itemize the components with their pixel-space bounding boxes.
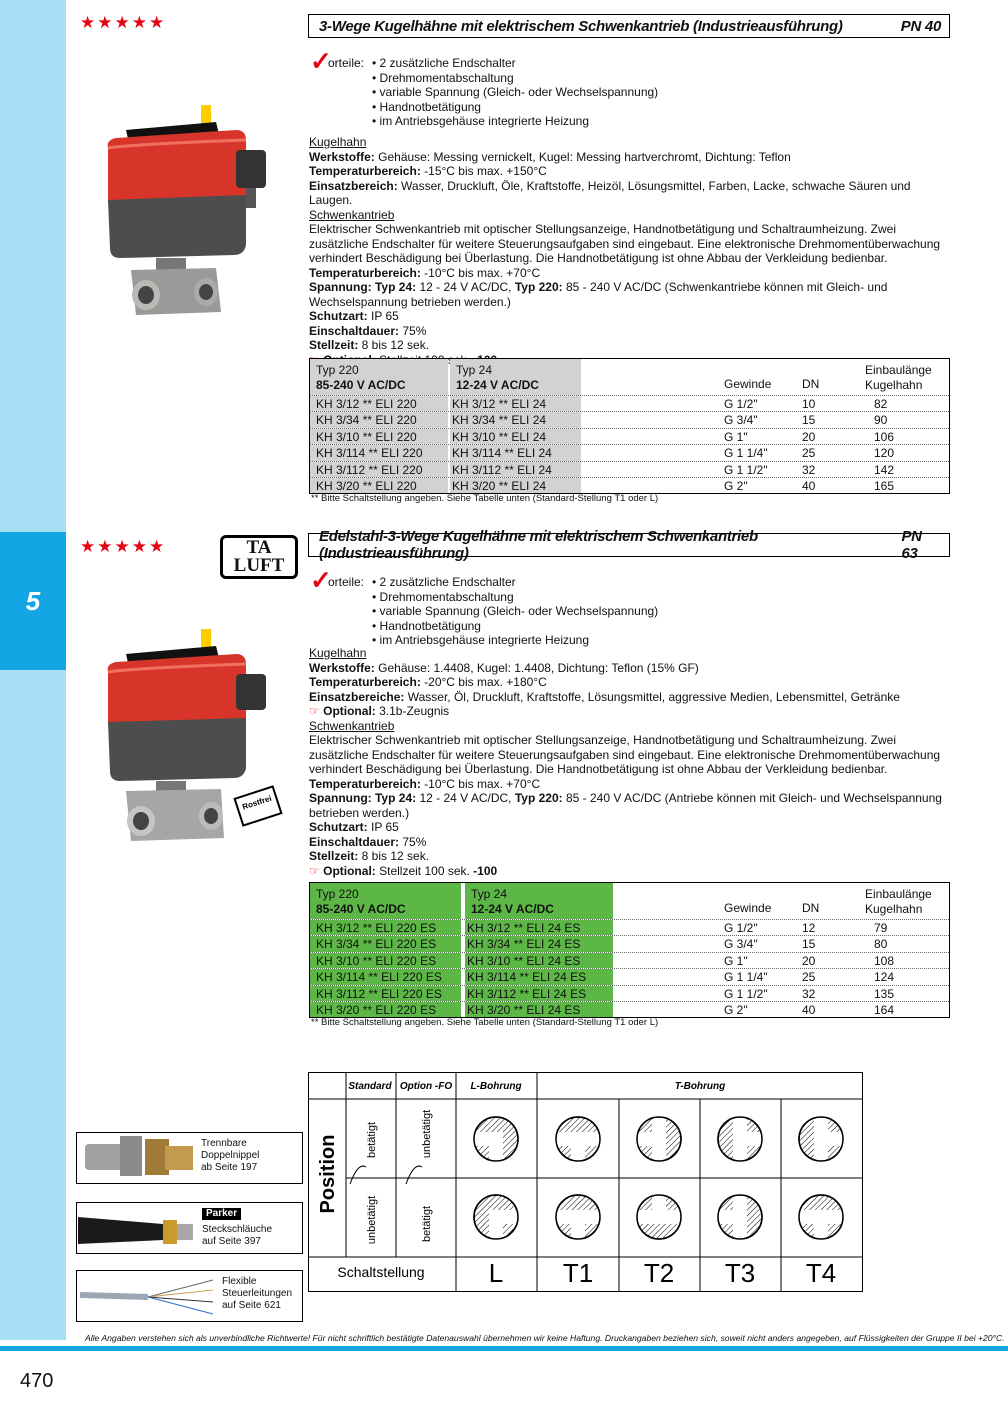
einschalt-label: Einschaltdauer:	[309, 323, 400, 338]
spannung-label: Spannung: Typ 24:	[309, 280, 417, 294]
advantage-item: • 2 zusätzliche Endschalter	[372, 56, 658, 71]
cell-einbaulaenge: 108	[874, 953, 895, 968]
schwenkantrieb-text: Elektrischer Schwenkantrieb mit optischer Stellungsanzeige, Handnotbetätigung und Schaltraumheizung. Zwei zusätzliche Endschalter für weitere Steuerungsaufgaben sind eingebaut. Eine elektronische Drehmomentüberwachung verhindert Beschädigung bei Überlastung. Die Handnotbetätigung ist ohne Abbau der Verkleidung bedienbar.	[309, 733, 941, 776]
cell-dn: 15	[802, 413, 816, 428]
stell-value: 8 bis 12 sek.	[358, 338, 430, 352]
ref-line: auf Seite 397	[202, 1236, 261, 1247]
ref-steckschlaeuche[interactable]	[76, 1202, 303, 1254]
temp-label: Temperaturbereich:	[309, 675, 421, 689]
cell-type220: KH 3/114 ** ELI 220 ES	[316, 970, 442, 985]
t-bohrung-header: T-Bohrung	[674, 1081, 726, 1092]
schwenkantrieb-heading: Schwenkantrieb	[309, 718, 395, 733]
schwenkantrieb-text: Elektrischer Schwenkantrieb mit optischer Stellungsanzeige, Handnotbetätigung und Schaltraumheizung. Zwei zusätzliche Endschalter für weitere Steuerungsaufgaben sind eingebaut. Eine elektronische Drehmomentüberwachung verhindert Beschädigung bei Überlastung. Die Handnotbetätigung ist ohne Abbau der Verkleidung bedienbar.	[309, 222, 941, 265]
spannung-24: 12 - 24 V AC/DC,	[416, 791, 515, 805]
cell-type220: KH 3/10 ** ELI 220 ES	[316, 953, 437, 968]
hose-image	[78, 1202, 198, 1252]
ref-steuerleitungen[interactable]	[76, 1270, 303, 1322]
advantage-item: • Handnotbetätigung	[372, 100, 658, 115]
section2-description	[309, 646, 949, 878]
cell-type220: KH 3/34 ** ELI 220	[316, 413, 417, 428]
einschalt-value: 75%	[399, 323, 427, 338]
spannung-220: 85 - 240 V AC/DC (Antriebe können mit Gleich- und Wechselspannung betrieben werden.)	[309, 791, 942, 820]
section1-title-box	[308, 14, 950, 38]
temp-label: Temperaturbereich:	[309, 164, 421, 178]
cell-einbaulaenge: 135	[874, 986, 895, 1001]
cell-type220: KH 3/114 ** ELI 220	[316, 446, 423, 461]
section1-note: ** Bitte Schaltstellung angeben. Siehe Tabelle unten (Standard-Stellung T1 oder L)	[311, 493, 659, 504]
section2-note: ** Bitte Schaltstellung angeben. Siehe Tabelle unten (Standard-Stellung T1 oder L)	[311, 1017, 659, 1028]
schutz-label: Schutzart:	[309, 309, 368, 323]
cell-gewinde: G 1 1/4"	[724, 970, 768, 985]
kugelhahn-heading: Kugelhahn	[309, 646, 367, 660]
cell-einbaulaenge: 80	[874, 937, 888, 952]
col-gewinde: Gewinde	[724, 901, 772, 915]
cell-gewinde: G 2"	[724, 1002, 748, 1017]
cell-einbaulaenge: 120	[874, 446, 895, 461]
table-row	[310, 919, 949, 935]
optional-value: 3.1b-Zeugnis	[375, 704, 450, 718]
cell-gewinde: G 1/2"	[724, 397, 758, 411]
advantages-label: orteile:	[328, 56, 365, 70]
advantage-item: • variable Spannung (Gleich- oder Wechselspannung)	[372, 604, 658, 619]
nipple-image	[80, 1124, 200, 1184]
cell-einbaulaenge: 82	[874, 397, 888, 411]
col-dn: DN	[802, 377, 820, 391]
advantage-item: • 2 zusätzliche Endschalter	[372, 575, 658, 590]
einsatz-value: Wasser, Öl, Druckluft, Kraftstoffe, Lösungsmittel, aggressive Medien, Lebensmittel, Getränke	[404, 689, 900, 704]
check-icon: ✓	[310, 46, 332, 76]
product-image-actuator-brass	[96, 100, 276, 325]
ref-line: Flexible	[222, 1276, 257, 1287]
cell-einbaulaenge: 142	[874, 462, 895, 477]
table-row	[310, 968, 949, 984]
col-typ24: Typ 24 12-24 V AC/DC	[465, 883, 613, 919]
table-row	[310, 444, 949, 460]
cell-type24: KH 3/20 ** ELI 24	[452, 478, 547, 493]
col-gewinde: Gewinde	[724, 377, 772, 391]
chapter-tab[interactable]: 5	[0, 532, 66, 670]
schaltstellung-label: Schaltstellung	[337, 1264, 425, 1280]
stell-value: 8 bis 12 sek.	[358, 849, 430, 863]
cell-gewinde: G 1"	[724, 953, 748, 968]
betaetigt-label: betätigt	[366, 1121, 378, 1159]
stell-label: Stellzeit:	[309, 338, 359, 352]
cell-einbaulaenge: 79	[874, 921, 888, 935]
cable-image	[78, 1270, 218, 1320]
spannung-220: 85 - 240 V AC/DC (Schwenkantriebe können mit Gleich- und Wechselspannung betrieben werden.)	[309, 280, 888, 309]
cell-type24: KH 3/114 ** ELI 24 ES	[467, 970, 587, 985]
pos-label-t4: T4	[805, 1258, 837, 1288]
cell-dn: 20	[802, 953, 816, 968]
einsatz-label: Einsatzbereich:	[309, 178, 398, 193]
werkstoffe-label: Werkstoffe:	[309, 149, 375, 164]
advantage-item: • im Antriebsgehäuse integrierte Heizung	[372, 633, 658, 648]
cell-type24: KH 3/12 ** ELI 24	[452, 397, 547, 411]
section2-product-table	[309, 882, 950, 1018]
rostfrei-stamp: Rostfrei	[241, 793, 273, 812]
cell-gewinde: G 1 1/2"	[724, 462, 768, 477]
page-number: 470	[20, 1370, 54, 1392]
pointing-hand-icon: ☞	[309, 863, 320, 878]
pos-label-t1: T1	[562, 1258, 594, 1288]
spannung-24: 12 - 24 V AC/DC,	[416, 280, 515, 294]
einsatz-label: Einsatzbereiche:	[309, 689, 405, 704]
ref-doppelnippel[interactable]	[76, 1132, 303, 1184]
section1-description	[309, 135, 949, 367]
advantage-item: • Drehmomentabschaltung	[372, 590, 658, 605]
schutz-value: IP 65	[367, 820, 399, 834]
ref-line: Steckschläuche	[202, 1224, 273, 1235]
temp-value: -15°C bis max. +150°C	[420, 164, 547, 178]
cell-type24: KH 3/112 ** ELI 24 ES	[467, 986, 587, 1001]
spannung-220-label: Typ 220:	[514, 791, 563, 805]
cell-type24: KH 3/10 ** ELI 24	[452, 429, 547, 444]
cell-dn: 32	[802, 986, 816, 1001]
schwenkantrieb-heading: Schwenkantrieb	[309, 207, 395, 222]
pos-label-l: L	[488, 1258, 504, 1288]
parker-logo: Parker	[202, 1208, 241, 1220]
temp2-value: -10°C bis max. +70°C	[420, 776, 541, 791]
cell-type220: KH 3/20 ** ELI 220	[316, 478, 417, 493]
cell-gewinde: G 1/2"	[724, 921, 758, 935]
disclaimer: Alle Angaben verstehen sich als unverbindliche Richtwerte! Für nicht schriftlich bestätigte Datenauswahl übernehmen wir keine Haftung. Druckangaben beziehen sich, soweit nicht anders angegeben, auf Flüssigkeiten der Gruppe II bei +20°C.	[85, 1333, 1005, 1343]
advantage-item: • variable Spannung (Gleich- oder Wechselspannung)	[372, 85, 658, 100]
ta-luft-badge: TA LUFT	[220, 535, 298, 579]
pointing-hand-icon: ☞	[309, 704, 320, 718]
betaetigt-label: betätigt	[421, 1205, 433, 1243]
cell-einbaulaenge: 124	[874, 970, 895, 985]
cell-type24: KH 3/10 ** ELI 24 ES	[467, 953, 581, 968]
table-row	[310, 952, 949, 968]
table-row	[310, 935, 949, 951]
table-row	[310, 428, 949, 444]
col-einbaulaenge: Einbaulänge Kugelhahn	[865, 363, 932, 392]
cell-dn: 25	[802, 446, 816, 461]
werkstoffe-label: Werkstoffe:	[309, 660, 375, 675]
cell-dn: 20	[802, 429, 816, 444]
einschalt-value: 75%	[399, 834, 427, 849]
cell-dn: 40	[802, 478, 816, 493]
spannung-220-label: Typ 220:	[514, 280, 563, 294]
product-image-actuator-stainless	[96, 626, 286, 846]
cell-type220: KH 3/12 ** ELI 220 ES	[316, 921, 437, 935]
temp-value: -20°C bis max. +180°C	[420, 675, 547, 689]
cell-type220: KH 3/112 ** ELI 220	[316, 462, 423, 477]
table-row	[310, 1001, 949, 1017]
advantages-label: orteile:	[328, 575, 365, 589]
optional-value: Stellzeit 100 sek.	[375, 863, 474, 878]
arrow-icon	[406, 1166, 422, 1184]
table-row	[310, 461, 949, 477]
unbetaetigt-label: unbetätigt	[421, 1109, 433, 1159]
einschalt-label: Einschaltdauer:	[309, 834, 400, 849]
cell-dn: 25	[802, 970, 816, 985]
cell-dn: 10	[802, 397, 816, 411]
cell-type24: KH 3/112 ** ELI 24	[452, 462, 552, 477]
section2-pn: PN 63	[901, 528, 922, 562]
cell-type24: KH 3/34 ** ELI 24 ES	[467, 937, 581, 952]
cell-type220: KH 3/20 ** ELI 220 ES	[316, 1002, 437, 1017]
chapter-sidebar	[0, 0, 66, 1340]
cell-gewinde: G 2"	[724, 478, 748, 493]
section1-product-table	[309, 358, 950, 494]
cell-gewinde: G 1"	[724, 429, 748, 444]
schutz-label: Schutzart:	[309, 820, 368, 834]
pos-label-t2: T2	[643, 1258, 675, 1288]
l-bohrung-header: L-Bohrung	[470, 1081, 522, 1092]
cell-einbaulaenge: 106	[874, 429, 895, 444]
pos-label-t3: T3	[724, 1258, 756, 1288]
cell-dn: 40	[802, 1002, 816, 1017]
check-icon: ✓	[310, 565, 332, 595]
temp2-label: Temperaturbereich:	[309, 265, 421, 280]
optional-code: -100	[473, 863, 498, 878]
advantage-item: • im Antriebsgehäuse integrierte Heizung	[372, 114, 658, 129]
rating-stars: ★★★★★	[80, 537, 167, 556]
cell-einbaulaenge: 165	[874, 478, 895, 493]
table-row	[310, 395, 949, 411]
einsatz-value: Wasser, Druckluft, Öle, Kraftstoffe, Heizöl, Lösungsmittel, Farben, Lacke, schwache Säuren und Laugen.	[309, 178, 911, 207]
ref-line: auf Seite 621	[222, 1300, 281, 1311]
cell-gewinde: G 1 1/2"	[724, 986, 768, 1001]
cell-einbaulaenge: 164	[874, 1002, 895, 1017]
ref-line: ab Seite 197	[201, 1162, 258, 1173]
option-header: Option -FO	[399, 1081, 453, 1092]
cell-gewinde: G 3/4"	[724, 413, 758, 428]
temp2-label: Temperaturbereich:	[309, 776, 421, 791]
spannung-label: Spannung: Typ 24:	[309, 791, 417, 805]
switch-position-table	[308, 1072, 863, 1292]
cell-type24: KH 3/20 ** ELI 24 ES	[467, 1002, 581, 1017]
werkstoffe-value: Gehäuse: Messing vernickelt, Kugel: Messing hartverchromt, Dichtung: Teflon	[374, 149, 791, 164]
cell-type220: KH 3/12 ** ELI 220	[316, 397, 417, 411]
cell-dn: 12	[802, 921, 816, 935]
cell-dn: 15	[802, 937, 816, 952]
cell-type24: KH 3/114 ** ELI 24	[452, 446, 552, 461]
advantage-item: • Drehmomentabschaltung	[372, 71, 658, 86]
col-typ220: Typ 220 85-240 V AC/DC	[310, 359, 448, 395]
werkstoffe-value: Gehäuse: 1.4408, Kugel: 1.4408, Dichtung: Teflon (15% GF)	[374, 660, 699, 675]
section2-title-box	[308, 528, 950, 562]
unbetaetigt-label: unbetätigt	[366, 1195, 378, 1245]
optional-label: Optional:	[323, 704, 376, 718]
cell-einbaulaenge: 90	[874, 413, 888, 428]
optional-label: Optional:	[323, 863, 376, 878]
footer-line	[0, 1346, 1008, 1351]
col-einbaulaenge: Einbaulänge Kugelhahn	[865, 887, 932, 916]
cell-type220: KH 3/10 ** ELI 220	[316, 429, 417, 444]
table-row	[310, 411, 949, 427]
arrow-icon	[350, 1166, 366, 1184]
section1-title: 3-Wege Kugelhähne mit elektrischem Schwenkantrieb (Industrieausführung)	[319, 17, 843, 35]
advantage-item: • Handnotbetätigung	[372, 619, 658, 634]
table-row	[310, 477, 949, 493]
ref-line: Steuerleitungen	[222, 1288, 293, 1299]
cell-gewinde: G 3/4"	[724, 937, 758, 952]
position-label: Position	[317, 1134, 339, 1214]
col-typ24: Typ 24 12-24 V AC/DC	[450, 359, 581, 395]
col-typ220: Typ 220 85-240 V AC/DC	[310, 883, 461, 919]
col-dn: DN	[802, 901, 820, 915]
section2-title: Edelstahl-3-Wege Kugelhähne mit elektrischem Schwenkantrieb (Industrieausführung)	[319, 528, 758, 562]
schutz-value: IP 65	[367, 309, 399, 323]
standard-header: Standard	[348, 1081, 392, 1092]
cell-gewinde: G 1 1/4"	[724, 446, 768, 461]
section1-pn: PN 40	[900, 17, 941, 35]
cell-dn: 32	[802, 462, 816, 477]
cell-type220: KH 3/34 ** ELI 220 ES	[316, 937, 437, 952]
table-row	[310, 985, 949, 1001]
cell-type220: KH 3/112 ** ELI 220 ES	[316, 986, 442, 1001]
temp2-value: -10°C bis max. +70°C	[420, 265, 541, 280]
rating-stars: ★★★★★	[80, 13, 167, 32]
stell-label: Stellzeit:	[309, 849, 359, 863]
ref-line: Doppelnippel	[201, 1150, 260, 1161]
kugelhahn-heading: Kugelhahn	[309, 135, 367, 149]
cell-type24: KH 3/12 ** ELI 24 ES	[467, 921, 581, 935]
cell-type24: KH 3/34 ** ELI 24	[452, 413, 547, 428]
ref-line: Trennbare	[201, 1138, 247, 1149]
